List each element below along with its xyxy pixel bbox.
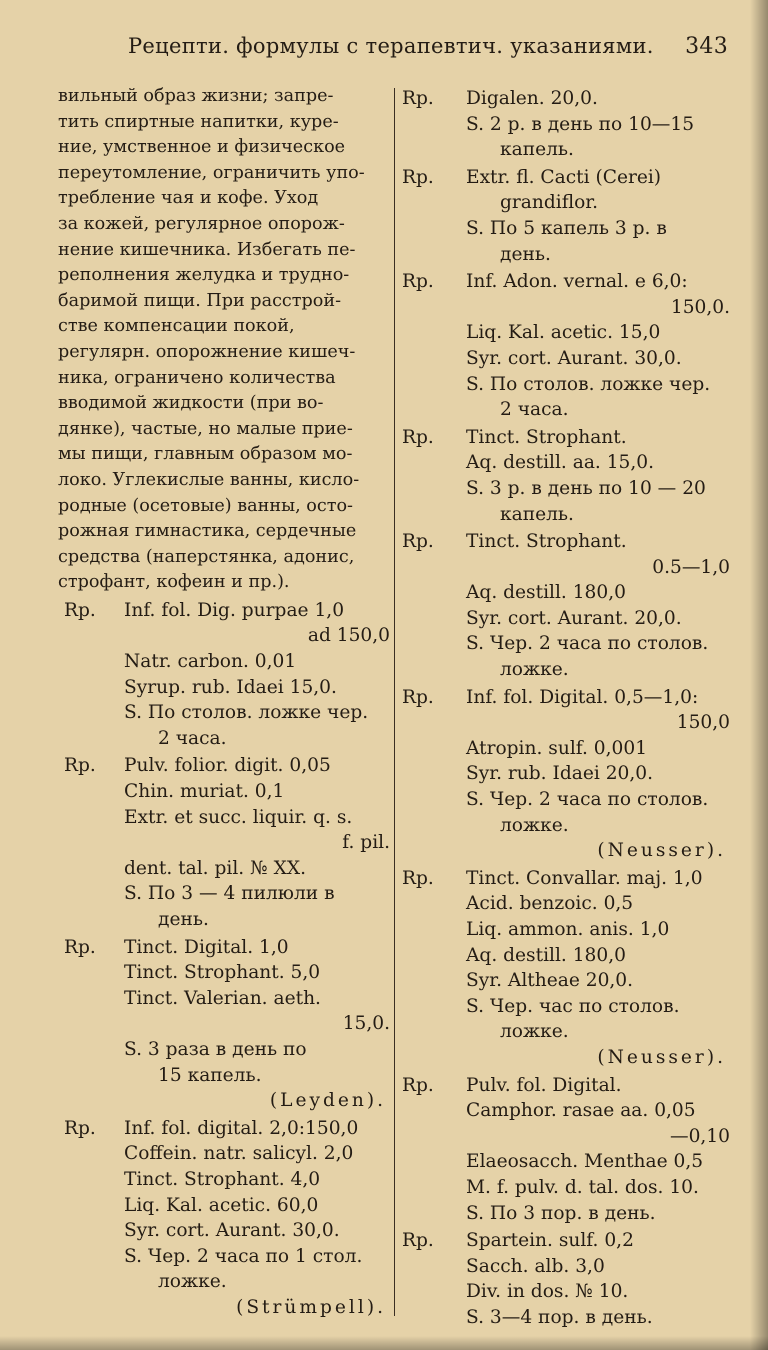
recipe-line: Pulv. fol. Digital.: [466, 1074, 622, 1096]
rp-label: Rp.: [402, 867, 434, 889]
recipe-line: Syr. Altheae 20,0.: [466, 970, 634, 992]
recipe-line: Spartein. sulf. 0,2: [466, 1230, 634, 1252]
left-recipes: [58, 598, 390, 1321]
rp-label: Rp.: [402, 1230, 434, 1252]
rp-label: Rp.: [402, 686, 434, 708]
recipe-line: Liq. Kal. acetic. 60,0: [124, 1194, 319, 1216]
recipe-line: S. 3 раза в день по: [124, 1038, 307, 1060]
prose-line: реполнения желудка и трудно-: [58, 265, 350, 286]
recipe-line: 150,0: [676, 712, 730, 734]
running-header: [128, 34, 728, 64]
recipe-line: Syr. rub. Idaei 20,0.: [466, 763, 653, 785]
recipe-line: Tinct. Strophant.: [466, 531, 627, 553]
recipe-line: Chin. muriat. 0,1: [124, 781, 285, 803]
recipe: [402, 165, 730, 267]
prose-line: строфант, кофеин и пр.).: [58, 572, 290, 593]
recipe-author: (Neusser).: [597, 840, 726, 862]
recipe-author: (Neusser).: [597, 1046, 726, 1068]
recipe-line: Tinct. Strophant.: [466, 426, 627, 448]
recipe-line: день.: [500, 243, 551, 265]
recipe-line: Atropin. sulf. 0,001: [466, 737, 648, 759]
recipe-line: Extr. fl. Cacti (Cerei): [466, 166, 662, 188]
rp-label: Rp.: [402, 271, 434, 293]
recipe-line: Inf. fol. digital. 2,0:150,0: [124, 1117, 359, 1139]
recipe-line: S. По столов. ложке чер.: [466, 373, 711, 395]
recipe-line: S. Чер. 2 часа по столов.: [466, 789, 709, 811]
recipe-line: Aq. destill. 180,0: [466, 582, 626, 604]
right-recipes: [402, 86, 730, 1331]
column-divider: [394, 88, 395, 1316]
recipe-line: S. По 3 — 4 пилюли в: [124, 883, 335, 905]
recipe-line: Elaeosacch. Menthae 0,5: [466, 1151, 704, 1173]
recipe-line: Tinct. Digital. 1,0: [124, 936, 289, 958]
prose-line: локо. Углекислые ванны, кисло-: [58, 469, 360, 490]
recipe-line: Tinct. Strophant. 4,0: [124, 1168, 321, 1190]
recipe-line: S. 3 р. в день по 10 — 20: [466, 477, 706, 499]
recipe-line: Aq. destill. aa. 15,0.: [466, 452, 655, 474]
recipe-line: Div. in dos. № 10.: [466, 1281, 629, 1303]
prose-line: рожная гимнастика, сердечные: [58, 521, 357, 542]
recipe-line: ложке.: [500, 1021, 569, 1043]
recipe-line: Digalen. 20,0.: [466, 88, 598, 109]
recipe-line: капель.: [500, 503, 574, 525]
prose-line: баримой пищи. При расстрой-: [58, 290, 342, 311]
recipe-line: 15,0.: [342, 1013, 390, 1035]
recipe-line: Acid. benzoic. 0,5: [466, 893, 634, 915]
recipe: [58, 935, 390, 1114]
prose-line: ние, умственное и физическое: [58, 137, 346, 158]
prose-line: стве компенсации покой,: [58, 316, 295, 337]
recipe: [402, 529, 730, 683]
recipe-line: grandiflor.: [500, 192, 599, 214]
prose-line: ника, ограничено количества: [58, 367, 336, 388]
prose-line: дянке), частые, но малые прие-: [58, 418, 353, 439]
recipe-line: Sacch. alb. 3,0: [466, 1255, 605, 1277]
recipe: [402, 86, 730, 163]
recipe-line: dent. tal. pil. № XX.: [124, 857, 307, 879]
recipe-line: S. 2 р. в день по 10—15: [466, 113, 695, 135]
recipe-line: S. Чер. 2 часа по столов.: [466, 633, 709, 655]
recipe-line: M. f. pulv. d. tal. dos. 10.: [466, 1176, 699, 1198]
rp-label: Rp.: [402, 1074, 434, 1096]
recipe-line: f. pil.: [342, 832, 390, 854]
recipe-line: 2 часа.: [500, 399, 569, 421]
rp-label: Rp.: [402, 426, 434, 448]
recipe-line: Extr. et succ. liquir. q. s.: [124, 806, 353, 828]
recipe: [402, 866, 730, 1071]
recipe: [402, 1228, 730, 1330]
page-number: 343: [685, 34, 728, 59]
prose-line: нение кишечника. Избегать пе-: [58, 239, 356, 260]
rp-label: Rp.: [64, 1117, 96, 1139]
prose-line: мы пищи, главным образом мо-: [58, 444, 353, 465]
recipe-line: Liq. Kal. acetic. 15,0: [466, 322, 661, 344]
page-edge-shadow: [750, 0, 768, 1350]
recipe-line: S. По 5 капель 3 р. в: [466, 217, 667, 239]
recipe-line: S. Чер. час по столов.: [466, 995, 680, 1017]
recipe-line: S. Чер. 2 часа по 1 стол.: [124, 1245, 363, 1267]
recipe-line: Inf. Adon. vernal. e 6,0:: [466, 271, 688, 293]
recipe-line: капель.: [500, 139, 574, 161]
recipe-line: Tinct. Convallar. maj. 1,0: [466, 867, 703, 889]
right-column: [402, 84, 730, 1331]
prose-line: вводимой жидкости (при во-: [58, 393, 324, 414]
prose-line: переутомление, ограничить упо-: [58, 162, 365, 183]
left-column: [58, 84, 390, 1321]
rp-label: Rp.: [402, 531, 434, 553]
recipe-line: S. По столов. ложке чер.: [124, 702, 369, 724]
recipe: [58, 753, 390, 932]
recipe-author: (Strümpell).: [236, 1296, 386, 1318]
recipe-line: 2 часа.: [158, 727, 227, 749]
recipe: [58, 1116, 390, 1321]
recipe-line: Camphor. rasae aa. 0,05: [466, 1100, 696, 1122]
prose-line: требление чая и кофе. Уход: [58, 188, 319, 209]
recipe-line: ad 150,0: [307, 625, 390, 647]
recipe-line: Aq. destill. 180,0: [466, 944, 626, 966]
recipe-line: Coffein. natr. salicyl. 2,0: [124, 1143, 354, 1165]
recipe: [402, 1073, 730, 1227]
recipe-line: Syr. cort. Aurant. 20,0.: [466, 607, 682, 629]
rp-label: Rp.: [64, 755, 96, 777]
recipe-line: Syr. cort. Aurant. 30,0.: [466, 347, 682, 369]
recipe-line: 15 капель.: [158, 1064, 262, 1086]
prose-line: за кожей, регулярное опорож-: [58, 213, 345, 234]
recipe-line: 0.5—1,0: [652, 556, 730, 578]
recipe-line: Pulv. folior. digit. 0,05: [124, 755, 331, 777]
recipe-line: S. 3—4 пор. в день.: [466, 1306, 653, 1328]
recipe: [58, 598, 390, 752]
recipe: [402, 269, 730, 423]
recipe-line: Tinct. Valerian. aeth.: [124, 987, 321, 1009]
header-title: Рецепти. формулы с терапевтич. указаниями.: [128, 34, 654, 58]
recipe-line: ложке.: [500, 659, 569, 681]
prose-line: родные (осетовые) ванны, осто-: [58, 495, 353, 516]
prose-line: регулярн. опорожнение кишеч-: [58, 341, 356, 362]
recipe-line: Natr. carbon. 0,01: [124, 651, 297, 673]
recipe-line: Inf. fol. Digital. 0,5—1,0:: [466, 686, 699, 708]
recipe-line: ложке.: [500, 814, 569, 836]
recipe-line: 150,0.: [670, 296, 730, 318]
recipe-line: ложке.: [158, 1271, 227, 1293]
recipe-line: день.: [158, 909, 209, 930]
recipe-line: Tinct. Strophant. 5,0: [124, 962, 321, 984]
page-bottom-shadow: [0, 1336, 768, 1350]
recipe: [402, 685, 730, 864]
recipe-line: Syrup. rub. Idaei 15,0.: [124, 676, 337, 698]
recipe: [402, 425, 730, 527]
prose-line: средства (наперстянка, адонис,: [58, 546, 355, 567]
recipe-author: (Leyden).: [269, 1090, 386, 1112]
recipe-line: Liq. ammon. anis. 1,0: [466, 919, 670, 940]
rp-label: Rp.: [64, 936, 96, 958]
rp-label: Rp.: [64, 599, 96, 621]
rp-label: Rp.: [402, 88, 434, 109]
prose-line: вильный образ жизни; запре-: [58, 86, 334, 106]
recipe-line: S. По 3 пор. в день.: [466, 1202, 656, 1224]
recipe-line: Syr. cort. Aurant. 30,0.: [124, 1220, 340, 1242]
prose-line: тить спиртные напитки, куре-: [58, 111, 339, 132]
recipe-line: Inf. fol. Dig. purpae 1,0: [124, 599, 345, 621]
rp-label: Rp.: [402, 166, 434, 188]
left-prose-paragraph: [58, 84, 390, 596]
recipe-line: —0,10: [670, 1125, 730, 1147]
